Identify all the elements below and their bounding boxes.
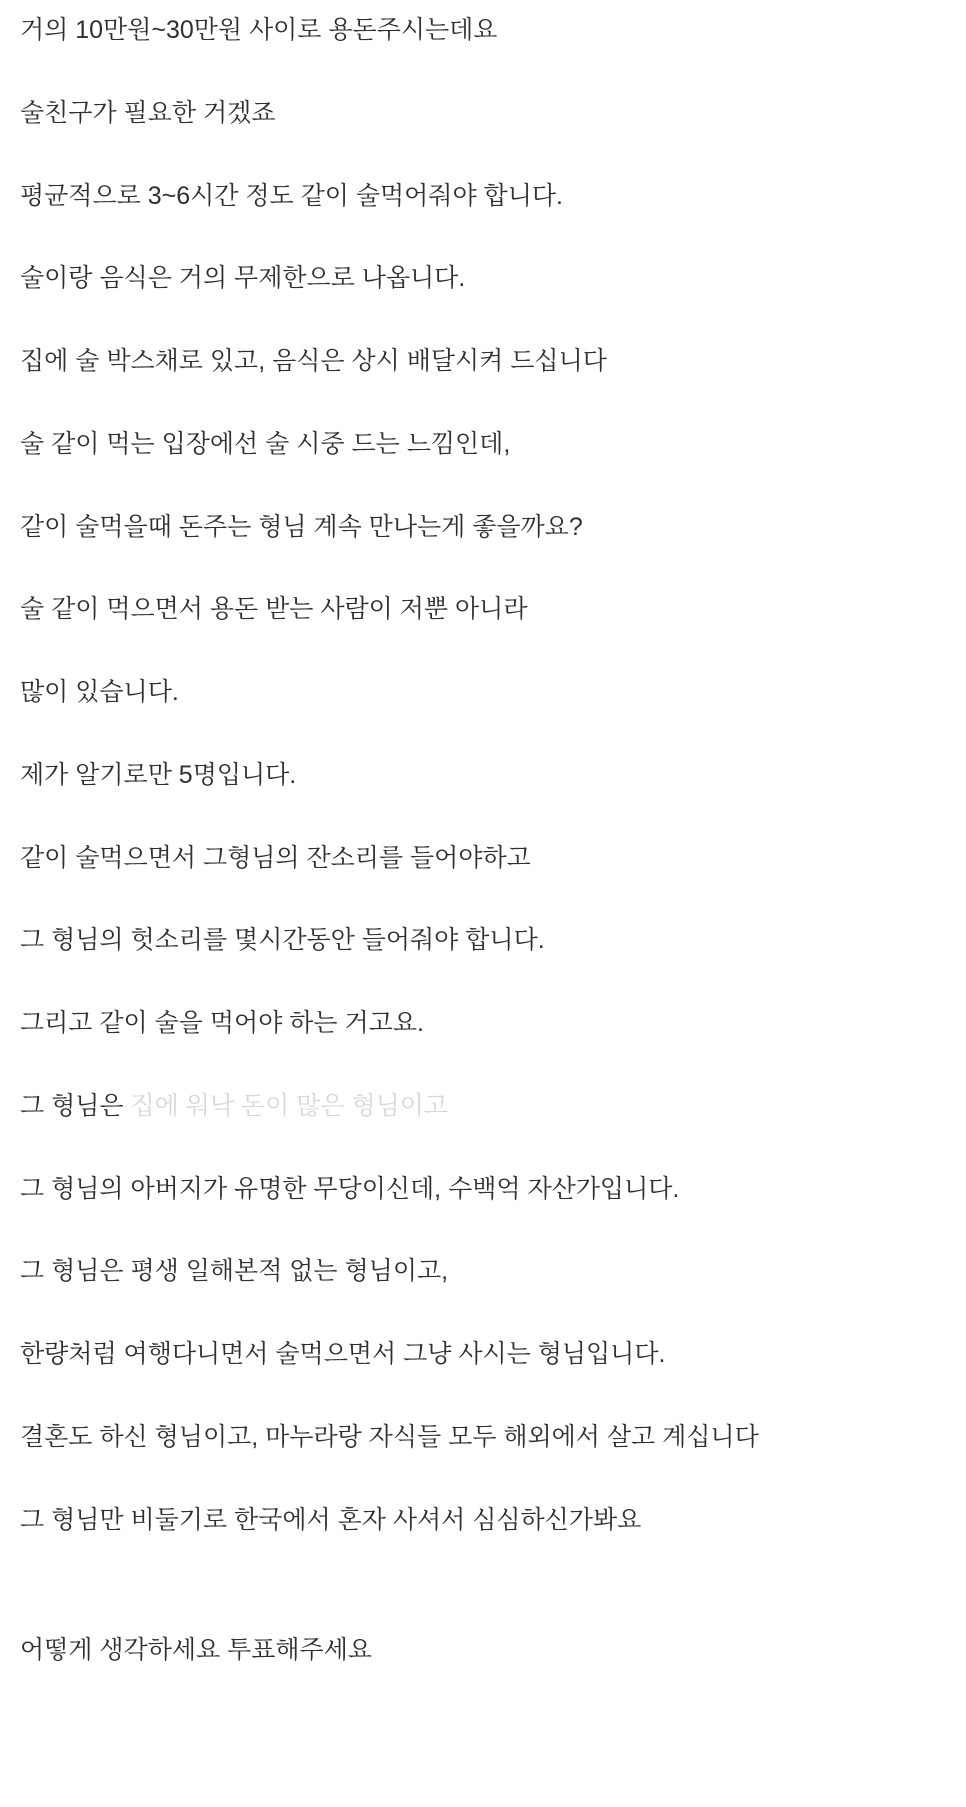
post-paragraph: 그 형님의 헛소리를 몇시간동안 들어줘야 합니다. (20, 926, 545, 955)
post-paragraph: 술 같이 먹으면서 용돈 받는 사람이 저뿐 아니라 (20, 595, 528, 624)
post-paragraph-faded (20, 1090, 946, 1124)
post-paragraph: 같이 술먹을때 돈주는 형님 계속 만나는게 좋을까요? (20, 512, 583, 541)
paragraph-text-normal: 그 형님은 (20, 1091, 131, 1120)
post-paragraph: 그리고 같이 술을 먹어야 하는 거고요. (20, 1009, 424, 1037)
post-paragraph: 많이 있습니다. (20, 678, 179, 706)
post-paragraph: 거의 10만원~30만원 사이로 용돈주시는데요 (20, 16, 498, 44)
post-paragraph: 한량처럼 여행다니면서 술먹으면서 그냥 사시는 형님입니다. (20, 1340, 666, 1368)
post-paragraph: 그 형님은 평생 일해본적 없는 형님이고, (20, 1257, 449, 1286)
post-paragraph-vote-prompt: 어떻게 생각하세요 투표해주세요 (20, 1636, 372, 1665)
post-paragraph: 결혼도 하신 형님이고, 마누라랑 자식들 모두 해외에서 살고 계십니다 (20, 1422, 759, 1451)
post-paragraph: 술이랑 음식은 거의 무제한으로 나옵니다. (20, 264, 466, 293)
post-paragraph: 제가 알기로만 5명입니다. (20, 760, 297, 789)
post-paragraph: 그 형님의 아버지가 유명한 무당이신데, 수백억 자산가입니다. (20, 1174, 680, 1203)
post-paragraph: 술친구가 필요한 거겠죠 (20, 98, 276, 127)
post-paragraph: 술 같이 먹는 입장에선 술 시중 드는 느낌인데, (20, 429, 511, 458)
post-paragraph: 평균적으로 3~6시간 정도 같이 술먹어줘야 합니다. (20, 181, 563, 210)
paragraph-text-faded: 집에 워낙 돈이 많은 형님이고 (130, 1091, 449, 1120)
post-paragraph: 집에 술 박스채로 있고, 음식은 상시 배달시켜 드십니다 (20, 347, 607, 375)
post-paragraph: 같이 술먹으면서 그형님의 잔소리를 들어야하고 (20, 843, 531, 872)
post-paragraph: 그 형님만 비둘기로 한국에서 혼자 사셔서 심심하신가봐요 (20, 1505, 642, 1534)
